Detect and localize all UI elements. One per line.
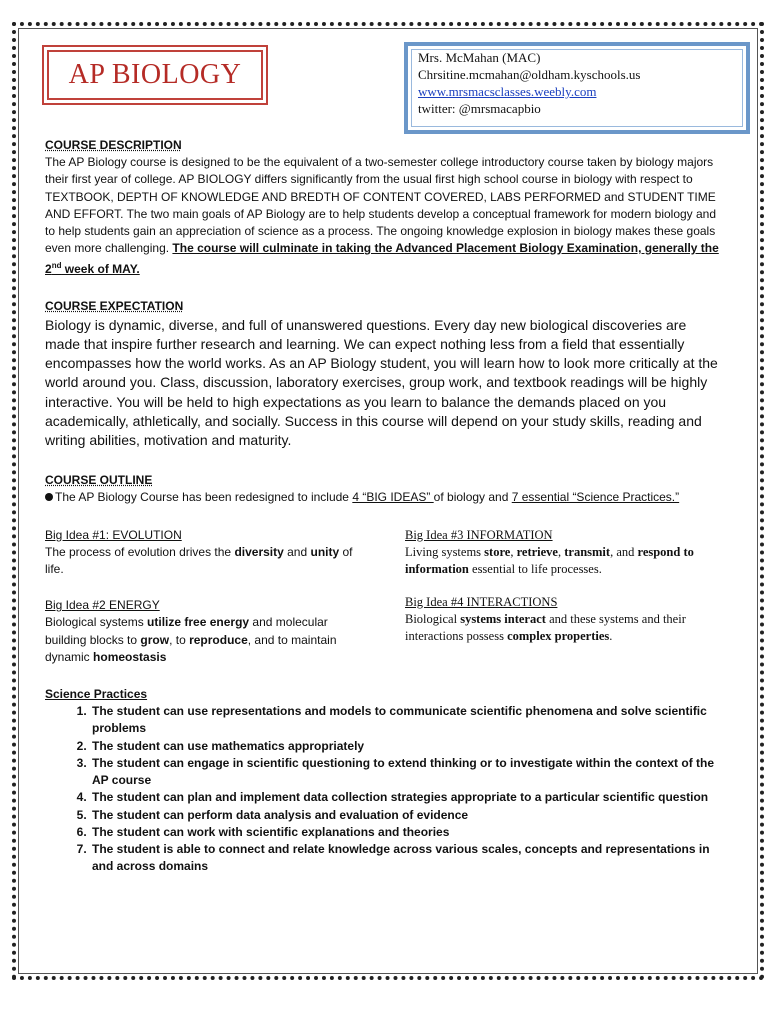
title-box bbox=[42, 45, 268, 105]
big-idea-1-text bbox=[45, 544, 365, 578]
science-practice-item: 1. The student can use representations and models to communicate scientific phenomena and solve scientific problems bbox=[90, 703, 725, 737]
idea3-b2: retrieve bbox=[516, 544, 558, 559]
teacher-email: Chrsitine.mcmahan@oldham.kyschools.us bbox=[418, 67, 641, 82]
idea1-t1: The process of evolution drives the bbox=[45, 544, 235, 559]
big-idea-1 bbox=[45, 527, 365, 579]
bullet-icon bbox=[45, 493, 53, 501]
course-description-section bbox=[45, 137, 725, 279]
science-practice-item: 5. The student can perform data analysis and evaluation of evidence bbox=[90, 807, 725, 824]
science-practice-item: 7. The student is able to connect and relate knowledge across various scales, concepts and representations in and across domains bbox=[90, 841, 725, 875]
idea3-t2: , bbox=[510, 544, 517, 559]
idea1-b2: unity bbox=[310, 544, 340, 559]
big-idea-2-title: Big Idea #2 ENERGY bbox=[45, 598, 160, 613]
course-expectation-heading: COURSE EXPECTATION bbox=[45, 298, 184, 313]
course-description-text: The AP Biology course is designed to be the equivalent of a two-semester college introductory course taken by biology majors their first year of college. AP BIOLOGY differs significantly from the usual first high school course in biology with respect to TEXTBOOK, DEPTH OF KNOWLEDGE AND BREDTH OF CONTENT COVERED, LABS PERFORMED and STUDENT TIME AND EFFORT. The two main goals of AP Biology are to help students develop a conceptual framework for modern biology and to help students gain an appreciation of science as a process. The ongoing knowledge explosion in biology makes these goals even more challenging. bbox=[45, 155, 717, 256]
course-description-heading: COURSE DESCRIPTION bbox=[45, 138, 182, 152]
idea3-t1: Living systems bbox=[405, 544, 485, 559]
contact-box bbox=[404, 42, 750, 134]
main-content bbox=[45, 137, 725, 875]
course-description-body bbox=[45, 154, 725, 278]
page-title: AP BIOLOGY bbox=[68, 59, 242, 90]
idea3-b3: transmit bbox=[564, 544, 611, 559]
science-practices-link: 7 essential “Science Practices.” bbox=[511, 490, 680, 505]
course-outline-heading: COURSE OUTLINE bbox=[45, 473, 153, 488]
title-box-inner bbox=[47, 50, 263, 100]
idea2-t4: , and to maintain dynamic bbox=[45, 632, 337, 664]
idea2-b2: grow bbox=[140, 632, 170, 647]
idea4-t1: Biological bbox=[405, 611, 461, 626]
idea3-b4: respond to information bbox=[405, 544, 694, 576]
idea2-t3: , to bbox=[169, 632, 190, 647]
idea1-t2: and bbox=[283, 544, 311, 559]
big-idea-3-title: Big Idea #3 INFORMATION bbox=[405, 527, 553, 542]
big-ideas-link: 4 “BIG IDEAS” bbox=[352, 490, 434, 505]
idea2-t1: Biological systems bbox=[45, 615, 148, 630]
course-expectation-body: Biology is dynamic, diverse, and full of unanswered questions. Every day new biological discoveries are made that inspire further research and learning. We can expect nothing less from a field that essentially encompasses how the world works. As an AP Biology student, you will learn how to look more critically at the world around you. Class, discussion, laboratory exercises, group work, and textbook readings will be highly interactive. You will be held to high expectations as you learn to balance the demands placed on you academically, athletically, and socially. Success in this course will depend on your study skills, reading and writing abilities, motivation and maturity. bbox=[45, 316, 718, 449]
course-outline-section bbox=[45, 472, 725, 682]
science-practices-section bbox=[45, 686, 725, 875]
idea2-b3: reproduce bbox=[189, 632, 248, 647]
idea2-b4: homeostasis bbox=[93, 649, 167, 664]
big-idea-2 bbox=[45, 597, 365, 666]
idea2-t2: and molecular building blocks to bbox=[45, 615, 328, 647]
emphasis-post: week of MAY. bbox=[61, 262, 140, 277]
big-ideas-left-column bbox=[45, 527, 365, 682]
big-idea-4-title: Big Idea #4 INTERACTIONS bbox=[405, 594, 558, 609]
big-ideas-grid bbox=[45, 527, 725, 682]
big-idea-3-text bbox=[405, 544, 725, 578]
science-practice-item: 4. The student can plan and implement data collection strategies appropriate to a particular scientific question bbox=[90, 789, 725, 806]
big-idea-2-text bbox=[45, 614, 365, 666]
idea1-t3: of life. bbox=[45, 544, 353, 577]
idea3-b1: store bbox=[484, 544, 511, 559]
big-idea-4-text bbox=[405, 611, 725, 645]
big-ideas-right-column bbox=[405, 527, 725, 682]
science-practice-item: 3. The student can engage in scientific questioning to extend thinking or to investigate within the context of the AP course bbox=[90, 755, 725, 789]
course-expectation-section bbox=[45, 298, 725, 451]
science-practices-list bbox=[45, 703, 725, 875]
idea4-b2: complex properties bbox=[507, 628, 610, 643]
idea4-t3: . bbox=[609, 628, 613, 643]
idea4-t2: and these systems and their interactions possess bbox=[405, 611, 686, 643]
idea3-t5: essential to life processes. bbox=[468, 561, 602, 576]
idea4-b1: systems interact bbox=[460, 611, 546, 626]
science-practice-item: 2. The student can use mathematics appropriately bbox=[90, 738, 725, 755]
teacher-name: Mrs. McMahan (MAC) bbox=[418, 50, 541, 65]
big-idea-1-title: Big Idea #1: EVOLUTION bbox=[45, 527, 182, 542]
idea3-t3: , bbox=[557, 544, 565, 559]
emphasis-pre: The course will culminate in taking the Advanced Placement Biology Examination, generally the 2 bbox=[45, 241, 719, 277]
science-practice-item: 6. The student can work with scientific explanations and theories bbox=[90, 824, 725, 841]
website-link[interactable]: www.mrsmacsclasses.weebly.com bbox=[418, 84, 597, 99]
twitter-handle: twitter: @mrsmacapbio bbox=[418, 101, 541, 116]
big-idea-4 bbox=[405, 594, 725, 645]
idea2-b1: utilize free energy bbox=[147, 615, 250, 630]
idea1-b1: diversity bbox=[234, 544, 284, 559]
course-outline-intro bbox=[45, 489, 725, 506]
science-practices-heading: Science Practices bbox=[45, 687, 148, 702]
emphasis-superscript: nd bbox=[51, 261, 62, 271]
big-idea-3 bbox=[405, 527, 725, 578]
outline-intro-mid: of biology and bbox=[433, 490, 512, 505]
idea3-t4: , and bbox=[610, 544, 638, 559]
outline-intro-pre: The AP Biology Course has been redesigned to include bbox=[55, 490, 353, 505]
